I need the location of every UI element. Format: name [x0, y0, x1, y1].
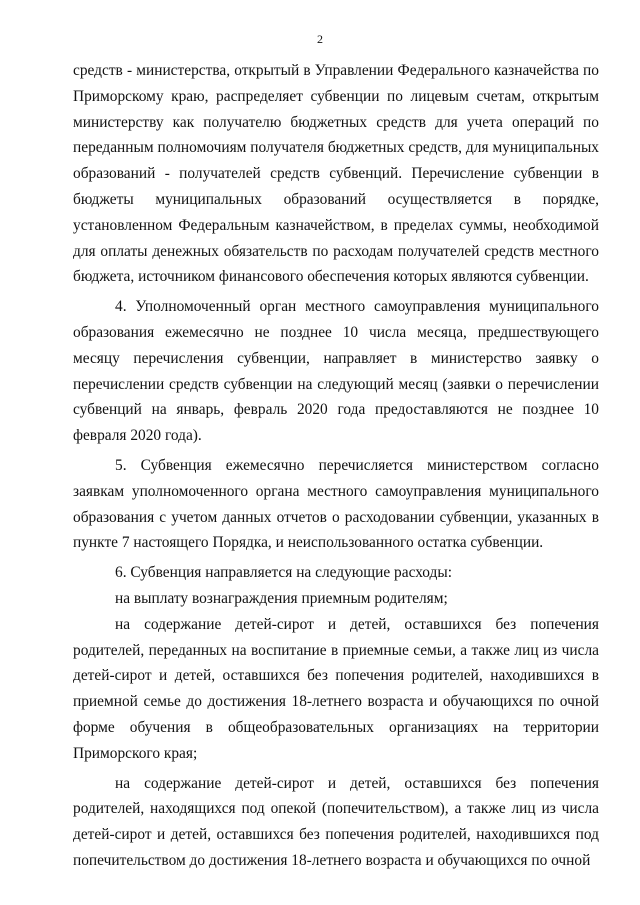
page-number: 2 — [317, 32, 323, 46]
expense-item-foster-families: на содержание детей-сирот и детей, оставшихся без попечения родителей, переданных на воспитание в приемные семьи, а также лиц из числа детей-сирот и детей, оставшихся без попечения родителей, находившихся в приемной семье до достижения 18-летнего возраста и обучающихся по очной форме обучения в общеобразовательных организациях на территории Приморского края; — [73, 615, 599, 762]
paragraph-continuation: средств - министерства, открытый в Управлении Федерального казначейства по Приморскому краю, распределяет субвенции по лицевым счетам, открытым министерству как получателю бюджетных средств для учета операций по переданным полномочиям получателя бюджетных средств, для муниципальных образований - получателей средств субвенций. Перечисление субвенции в бюджеты муниципальных образований осуществляется в порядке, установленном Федеральным казначейством, в пределах суммы, необходимой для оплаты денежных обязательств по расходам получателей средств местного бюджета, источником финансового обеспечения которых являются субвенции. — [73, 62, 599, 286]
document-body — [73, 58, 599, 878]
paragraph-item-4: 4. Уполномоченный орган местного самоуправления муниципального образования ежемесячно не позднее 10 числа месяца, предшествующего месяцу перечисления субвенции, направляет в министерство заявку о перечислении средств субвенции на следующий месяц (заявки о перечислении субвенций на январь, февраль 2020 года предоставляются не позднее 10 февраля 2020 года). — [73, 298, 599, 445]
expense-item-reward: на выплату вознаграждения приемным родителям; — [115, 589, 448, 607]
expense-item-guardianship: на содержание детей-сирот и детей, оставшихся без попечения родителей, находящихся под опекой (попечительством), а также лиц из числа детей-сирот и детей, оставшихся без попечения родителей, находившихся под попечительством до достижения 18-летнего возраста и обучающихся по очной — [73, 774, 599, 869]
paragraph-item-5: 5. Субвенция ежемесячно перечисляется министерством согласно заявкам уполномоченного органа местного самоуправления муниципального образования с учетом данных отчетов о расходовании субвенции, указанных в пункте 7 настоящего Порядка, и неиспользованного остатка субвенции. — [73, 456, 599, 552]
paragraph-item-6: 6. Субвенция направляется на следующие расходы: — [115, 564, 452, 582]
